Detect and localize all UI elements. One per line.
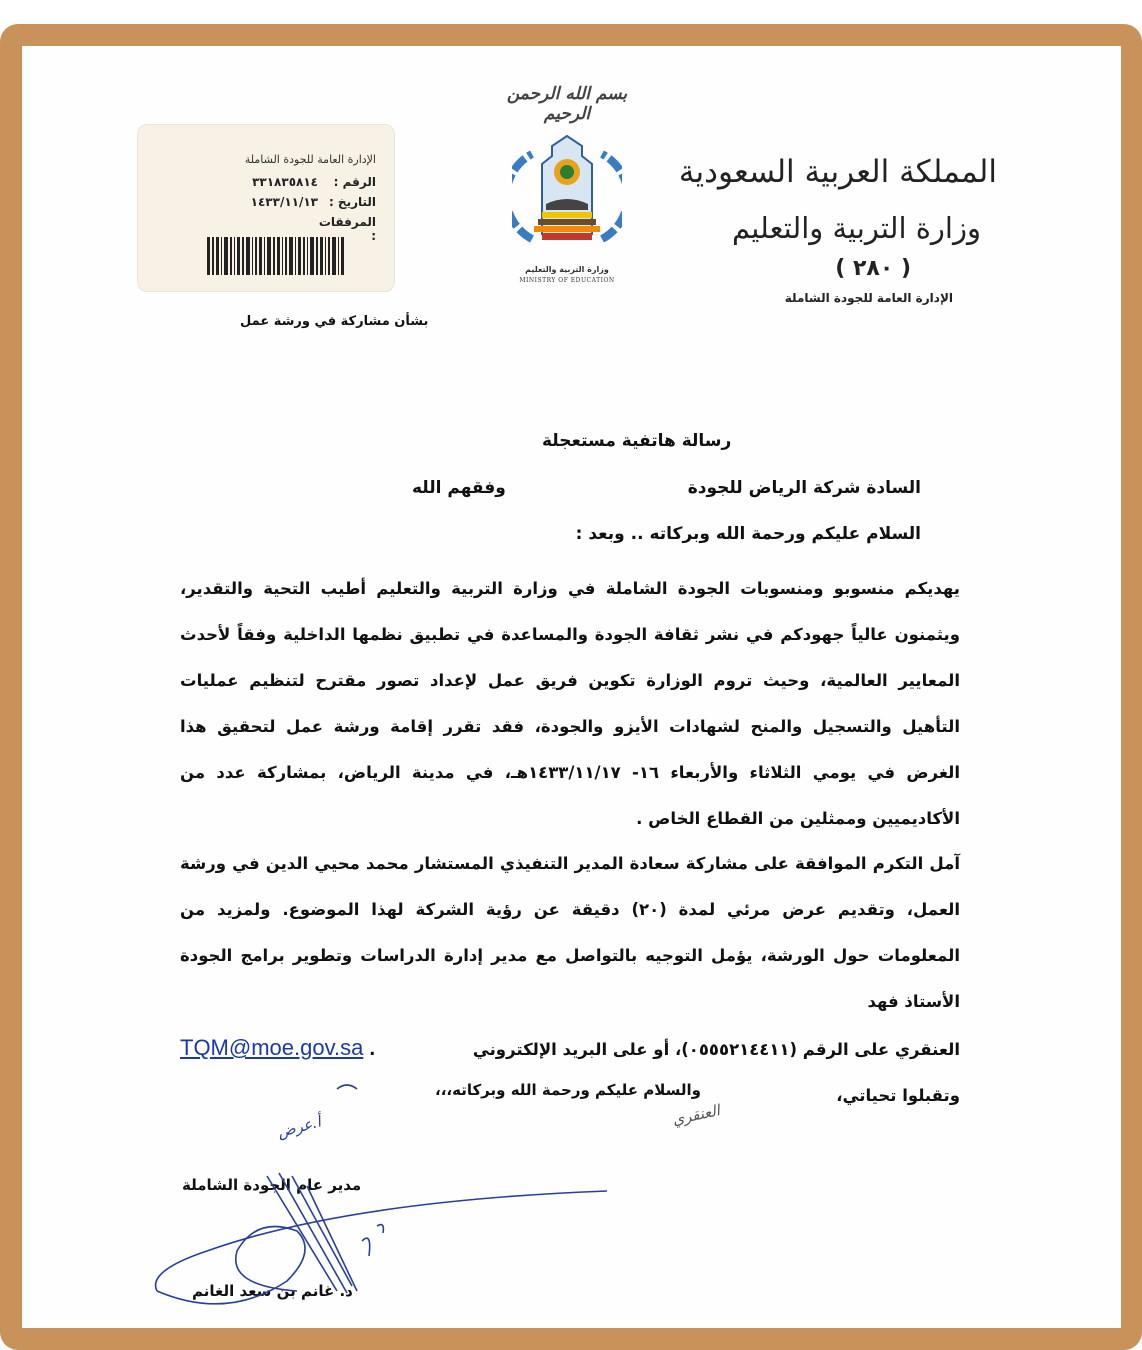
registry-stamp xyxy=(137,124,395,292)
basmala: بسم الله الرحمن الرحيم xyxy=(506,84,628,124)
stamp-title: الإدارة العامة للجودة الشاملة xyxy=(244,153,376,166)
email-trailing-period: . xyxy=(369,1040,376,1059)
stamp-attachments-label: المرفقات : xyxy=(318,215,376,243)
barcode-icon xyxy=(176,237,344,275)
stamp-number-row xyxy=(252,175,376,189)
stamp-number-label: الرقم : xyxy=(333,175,376,189)
handwritten-initials: أ.عرض xyxy=(275,1112,323,1142)
reference-number: ( ٢٨٠ ) xyxy=(835,256,911,281)
greeting: السلام عليكم ورحمة الله وبركاته .. وبعد : xyxy=(575,524,921,544)
stamp-date-value: ١٤٣٣/١١/١٣ xyxy=(250,195,318,209)
paragraph-2-text: آمل التكرم الموافقة على مشاركة سعادة المدير التنفيذي المستشار محمد محيي الدين في ورشة العمل، وتقديم عرض مرئي لمدة (٢٠) دقيقة عن رؤية الشركة لهذا الموضوع. ولمزيد من المعلومات حول الورشة، يؤمل التوجيه بالتواصل مع مدير إدارة الدراسات وتطوير برامج الجودة الأستاذ فهد xyxy=(180,854,960,1011)
thanks-line: وتقبلوا تحياتي، xyxy=(836,1086,960,1105)
signatory-title: مدير عام الجودة الشاملة xyxy=(182,1176,362,1194)
handwritten-note: العنقري xyxy=(670,1101,722,1129)
ministry-emblem-icon xyxy=(512,134,622,259)
signatory-name: د. غانم بن سعد الغانم xyxy=(192,1282,353,1300)
department-name: الإدارة العامة للجودة الشاملة xyxy=(784,291,953,305)
emblem-caption-arabic: وزارة التربية والتعليم xyxy=(525,265,609,274)
stamp-number-value: ٣٣١٨٣٥٨١٤ xyxy=(252,175,318,189)
letter-heading: رسالة هاتفية مستعجلة xyxy=(542,431,732,451)
ministry-name: وزارة التربية والتعليم xyxy=(731,211,981,245)
paragraph-2 xyxy=(180,841,960,1119)
contact-line xyxy=(180,1025,960,1073)
stamp-date-label: التاريخ : xyxy=(328,195,376,209)
stamp-date-row xyxy=(251,195,376,209)
closing-salutation: والسلام عليكم ورحمة الله وبركاته،،، xyxy=(435,1081,701,1099)
email-link[interactable]: TQM@moe.gov.sa xyxy=(180,1035,364,1060)
addressee-blessing: وفقهم الله xyxy=(412,478,506,498)
addressee: السادة شركة الرياض للجودة xyxy=(687,478,921,498)
letter-subject: بشأن مشاركة في ورشة عمل xyxy=(240,314,429,329)
emblem-caption-english: MINISTRY OF EDUCATION xyxy=(519,277,615,284)
paragraph-1: يهديكم منسوبو ومنسوبات الجودة الشاملة في وزارة التربية والتعليم أطيب التحية والتقدير، ويثمنون عالياً جهودكم في نشر ثقافة الجودة والمساعدة في تطبيق نظمها الداخلية وفقاً لأحدث المعايير العالمية، وحيث تروم الوزارة تكوين فريق عمل لإعداد تصور مقترح لتنظيم عمليات التأهيل والتسجيل والمنح لشهادات الأيزو والجودة، فقد تقرر إقامة ورشة عمل لتحقيق هذا الغرض في يومي الثلاثاء والأربعاء ١٦- ١٤٣٣/١١/١٧هـ، في مدينة الرياض، بمشاركة عدد من الأكاديميين وممثلين من القطاع الخاص . xyxy=(180,579,960,828)
contact-text: العنقري على الرقم (٠٥٥٥٢١٤٤١١)، أو على البريد الإلكتروني xyxy=(472,1040,960,1059)
letter-page xyxy=(22,46,1121,1328)
kingdom-name: المملكة العربية السعودية xyxy=(678,154,997,190)
